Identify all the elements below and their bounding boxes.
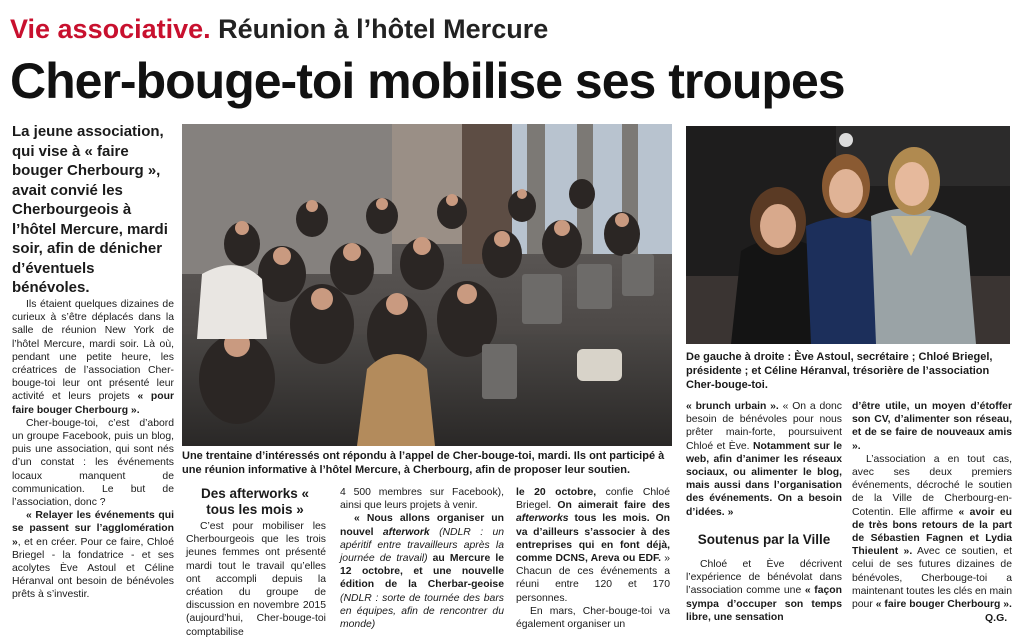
article-column-5b: Chloé et Ève décrivent l’expérience de bénévolat dans l’association comme une « façon sympa d’occuper son temps libre, une sensation [686, 559, 842, 623]
founders-photo-illustration [686, 126, 1010, 344]
main-photo-caption: Une trentaine d’intéressés ont répondu à l’appel de Cher-bouge-toi, mardi. Ils ont participé à une réunion informative à l’hôtel Mercure, à Cherbourg, afin de proposer leur soutien. [182, 450, 665, 476]
photo-founders [686, 126, 1010, 344]
subhead-ville: Soutenus par la Ville [697, 532, 831, 547]
section-kicker [10, 14, 548, 45]
meeting-photo-illustration [182, 124, 672, 446]
article-column-6: d’être utile, un moyen d’étoffer son CV, d’alimenter son réseau, et de se faire de nouveaux amis ». L’association a en tout cas, avec ses deux premiers événements, décroché le soutien de la Ville de Cherbourg-en-Cotentin. Elle affirme « avoir eu de très bons retours de la part de Sébastien Fagnen et Lydia Thieulent ». Avec ce soutien, et celui de ses futures dizaines de bénévoles, Cherbouge-toi a maintenant toutes les clés en main pour « faire bouger Cherbourg ». [852, 401, 1012, 611]
subhead-afterworks: Des afterworks « tous les mois » [200, 486, 310, 517]
article-column-5: « brunch urbain ». « On a donc besoin de bénévoles pour nous prêter main-forte, poursuivent Chloé et Ève. Notamment sur le web, afin d’animer les réseaux sociaux, ou alimenter le blog, mais aussi dans l’organisation des événements. On a besoin d’idées. » [686, 401, 842, 518]
author-signature: Q.G. [985, 612, 1008, 624]
lead-paragraph: La jeune association, qui vise à « faire bouger Cherbourg », avait convié les Cherbourgeois à l’hôtel Mercure, mardi soir, afin de dénicher d’éventuels bénévoles. [12, 123, 168, 296]
article-column-1: Ils étaient quelques dizaines de curieux à s’être déplacés dans la salle de réunion New York de l’hôtel Mercure, mardi soir. Là où, pendant une petite heure, les créatrices de l’association Cher-bouge-toi leur ont présenté leur activité et leurs projets « pour faire bouger Cherbourg ». Cher-bouge-toi, c’est d’abord un groupe Facebook, puis un blog, puis une association, qui sont nés d’un constat : les événements locaux manquent de communication. Le but de l’association, donc ? « Relayer les événements qui se passent sur l’agglomération », et en créer. Pour ce faire, Chloé Briegel - la fondatrice - et ses acolytes Ève Astoul et Céline Héranval ont besoin de bénévoles prêts à s’investir. [12, 299, 174, 601]
article-column-3: 4 500 membres sur Facebook), ainsi que leurs projets à venir. « Nous allons organiser un nouvel afterwork (NDLR : un apéritif entre travailleurs après la journée de travail) au Mercure le 12 octobre, et une nouvelle édition de la Cherbar-geoise (NDLR : sorte de tournée des bars en équipes, afin de rencontrer du monde) [340, 487, 505, 631]
founders-photo-caption: De gauche à droite : Ève Astoul, secrétaire ; Chloé Briegel, présidente ; et Céline Héranval, trésorière de l’association Cher-bouge-toi. [686, 351, 993, 391]
article-column-2: C’est pour mobiliser les Cherbourgeois que les trois jeunes femmes ont présenté mardi tout le travail qu’elles ont accompli depuis la création du groupe de discussion en novembre 2015 (aujourd’hui, Cher-bouge-toi comptabilise [186, 521, 326, 638]
headline: Cher-bouge-toi mobilise ses troupes [10, 53, 845, 109]
topic-label: Réunion à l’hôtel Mercure [218, 14, 549, 44]
section-label: Vie associative. [10, 14, 211, 44]
article-column-4: le 20 octobre, confie Chloé Briegel. On aimerait faire des afterworks tous les mois. On va d’ailleurs s’associer à des entreprises qui en font déjà, comme DCNS, Areva ou EDF. » Chacun de ces événements a réuni entre 120 et 170 personnes. En mars, Cher-bouge-toi va également organiser un [516, 487, 671, 631]
photo-meeting-room [182, 124, 672, 446]
